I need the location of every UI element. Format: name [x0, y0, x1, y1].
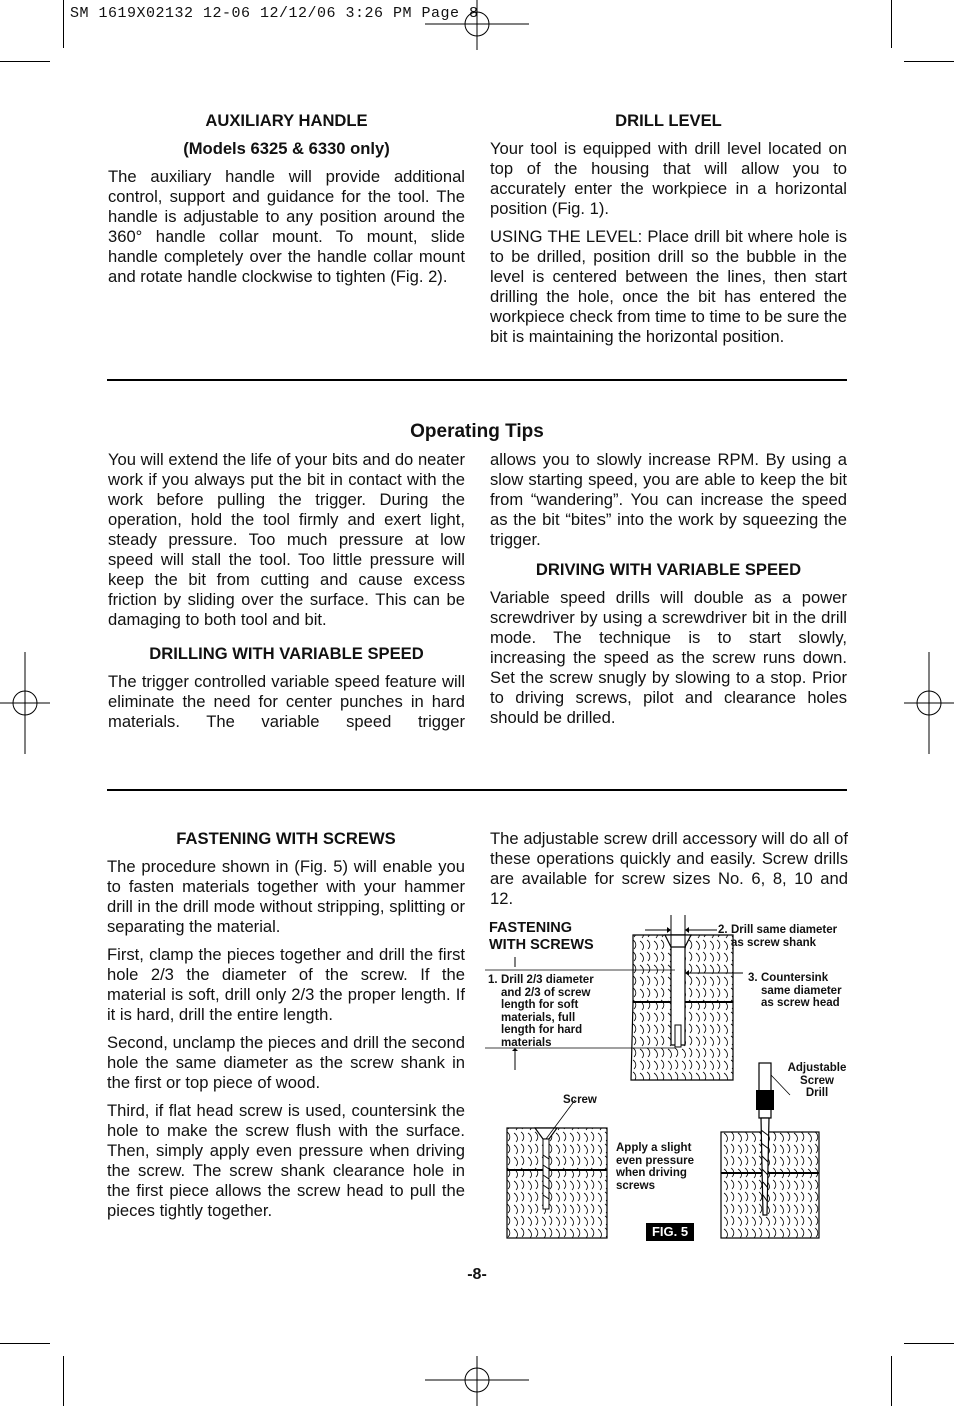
step-one-line: and 2/3 of screw: [501, 986, 591, 999]
pressure-line: even pressure: [616, 1154, 694, 1167]
operating-tips-left-column: [108, 450, 465, 740]
fastening-intro: The procedure shown in (Fig. 5) will enable you to fasten materials together with your hammer drill in the drill mode without stripping, splitting or separating the material.: [107, 857, 465, 936]
screw-drill-label: [776, 1062, 858, 1100]
step-one-line: length for hard: [501, 1024, 583, 1036]
step-one-line: materials: [501, 1036, 552, 1049]
drill-level-heading: DRILL LEVEL: [615, 111, 722, 130]
registration-mark-top: [425, 0, 529, 50]
page-number: -8-: [467, 1266, 487, 1283]
crop-mark: [63, 1356, 64, 1406]
section-divider: [107, 789, 847, 791]
printer-slug: SM 1619X02132 12-06 12/12/06 3:26 PM Page 8: [70, 5, 479, 22]
figure-title: [489, 920, 594, 954]
operating-tips-right-column: [490, 450, 847, 736]
drilling-variable-speed-heading: DRILLING WITH VARIABLE SPEED: [149, 644, 424, 663]
step-two-line: as screw shank: [731, 936, 817, 949]
drilling-variable-speed-continued: allows you to slowly increase RPM. By using a slow starting speed, you are able to keep the bit from “wandering”. You can increase the speed as the bit “bites” into the work by squeezing the trigger.: [490, 450, 847, 549]
registration-mark-right: [904, 652, 954, 754]
screw-label: Screw: [563, 1094, 597, 1106]
step-three-line: Countersink: [761, 972, 829, 984]
figure-number-badge: FIG. 5: [646, 1223, 694, 1241]
step-three-number: 3.: [748, 972, 758, 984]
step-three-line: as screw head: [761, 997, 840, 1009]
step-one-line: Drill 2/3 diameter: [501, 974, 594, 986]
crop-mark: [904, 1343, 954, 1344]
step-two-number: 2.: [718, 924, 728, 936]
using-level-text: USING THE LEVEL: Place drill bit where hole is to be drilled, position drill so the bubble in the level is centered between the lines, then start drilling the hole, once the bit has entered the workpiece check from time to time to be sure the bit is maintaining the horizontal position.: [490, 227, 847, 346]
step-three-line: same diameter: [761, 984, 842, 997]
screw-drill-line: Adjustable: [787, 1062, 847, 1074]
step-one-number: 1.: [488, 974, 498, 986]
registration-mark-bottom: [425, 1356, 529, 1406]
crop-mark: [0, 61, 50, 62]
section-divider: [107, 379, 847, 381]
auxiliary-handle-models: (Models 6325 & 6330 only): [183, 139, 390, 158]
crop-mark: [63, 0, 64, 48]
pressure-line: screws: [616, 1179, 656, 1192]
fastening-right-column: [490, 829, 848, 917]
pressure-label: [616, 1142, 694, 1192]
auxiliary-handle-section: [108, 111, 465, 295]
crop-mark: [891, 1356, 892, 1406]
step-one-line: length for soft: [501, 999, 579, 1011]
screw-drill-line: Drill: [805, 1087, 829, 1099]
wood-block-screw: [507, 1100, 607, 1238]
auxiliary-handle-heading: AUXILIARY HANDLE: [205, 111, 368, 130]
operating-tips-intro: You will extend the life of your bits and do neater work if you always put the bit in contact with the work before pulling the trigger. During the operation, hold the tool firmly and exert light, steady pressure. Too much pressure at low speed will stall the tool. Too little pressure will keep the bit from cutting and cause excess friction by sliding over the surface. This can be damaging to both tool and bit.: [108, 450, 465, 629]
fastening-step-first: First, clamp the pieces together and drill the first hole 2/3 the diameter of the screw. If the material is soft, drill only 2/3 the proper length. If it is hard, drill the entire length.: [107, 945, 465, 1024]
fastening-step-third: Third, if flat head screw is used, countersink the hole to make the screw flush with the surface. Then, simply apply even pressure when driving the screw. The screw shank clearance hole in the first piece allows the screw head to pull the pieces tightly together.: [107, 1101, 465, 1220]
drill-level-text: Your tool is equipped with drill level located on top of the housing that will allow you to accurately enter the workpiece in a horizontal position (Fig. 1).: [490, 139, 847, 218]
step-one-label: [488, 974, 594, 1049]
step-two-line: Drill same diameter: [731, 924, 838, 936]
figure-title-line: WITH SCREWS: [489, 937, 594, 953]
driving-variable-speed-text: Variable speed drills will double as a power screwdriver by using a screwdriver bit in the drill mode. The technique is to start slowly, increasing the speed as the screw runs down. Set the screw snugly by slowing to a stop. Prior to driving screws, pilot and clearance holes should be drilled.: [490, 588, 847, 727]
screw-drill-line: Screw: [800, 1074, 834, 1087]
fastening-left-column: [107, 829, 465, 1229]
crop-mark: [0, 1343, 50, 1344]
step-two-label: [718, 924, 837, 949]
fastening-step-second: Second, unclamp the pieces and drill the second hole the same diameter as the screw shank in the first or top piece of wood.: [107, 1033, 465, 1092]
crop-mark: [891, 0, 892, 48]
drill-level-section: [490, 111, 847, 355]
driving-variable-speed-heading: DRIVING WITH VARIABLE SPEED: [535, 560, 802, 579]
figure-title-line: FASTENING: [489, 920, 572, 936]
step-one-line: materials, full: [501, 1011, 576, 1024]
wood-block-drilled: [631, 935, 733, 1080]
registration-mark-left: [0, 652, 50, 754]
drilling-variable-speed-text: The trigger controlled variable speed feature will eliminate the need for center punches in hard materials. The variable speed trigger: [108, 672, 465, 731]
crop-mark: [904, 61, 954, 62]
screw-drill-accessory-text: The adjustable screw drill accessory will do all of these operations quickly and easily. Screw drills are available for screw sizes No. 6, 8, 10 and 12.: [490, 829, 848, 908]
pressure-line: Apply a slight: [616, 1142, 692, 1154]
operating-tips-heading: Operating Tips: [410, 421, 544, 442]
auxiliary-handle-text: The auxiliary handle will provide additional control, support and guidance for the tool. The handle is adjustable to any position around the 360° handle collar mount. To mount, slide handle completely over the handle collar mount and rotate handle clockwise to tighten (Fig. 2).: [108, 167, 465, 286]
pressure-line: when driving: [616, 1167, 687, 1179]
fastening-heading: FASTENING WITH SCREWS: [176, 829, 396, 848]
step-three-label: [748, 972, 842, 1010]
